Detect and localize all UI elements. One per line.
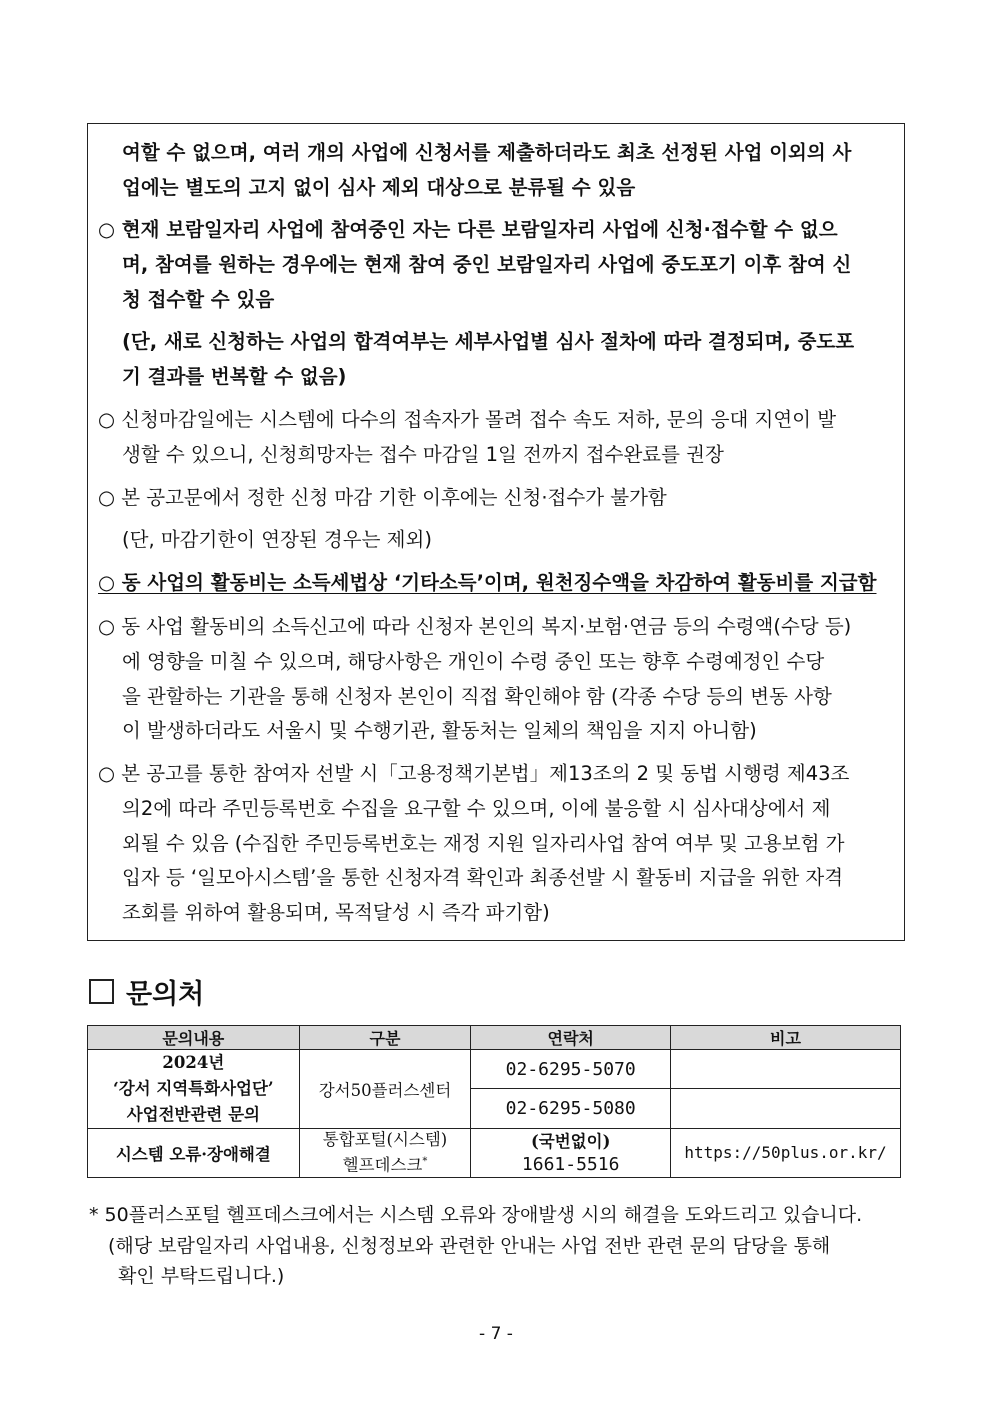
notice-line: 여할 수 없으며, 여러 개의 사업에 신청서를 제출하더라도 최초 선정된 사업 이외의 사 bbox=[122, 141, 852, 164]
notice-item-underlined: ○ 동 사업의 활동비는 소득세법상 ‘기타소득’이며, 원천징수액을 차감하여 활동비를 지급함 bbox=[98, 571, 877, 594]
contact-cell: (국번없이) 1661-5516 bbox=[471, 1129, 671, 1178]
inquiry-content-cell: 2024년 ‘강서 지역특화사업단’ 사업전반관련 문의 bbox=[88, 1050, 300, 1129]
table-row bbox=[88, 1129, 901, 1178]
notice-item-cont: 며, 참여를 원하는 경우에는 현재 참여 중인 보람일자리 사업에 중도포기 이후 참여 신 bbox=[122, 253, 852, 276]
table-header: 구분 bbox=[299, 1026, 471, 1050]
note-cell bbox=[671, 1050, 901, 1089]
notice-item-cont: 외될 수 있음 (수집한 주민등록번호는 재정 지원 일자리사업 참여 여부 및 고용보험 가 bbox=[122, 832, 845, 855]
table-row bbox=[88, 1050, 901, 1089]
notice-item-cont: 이 발생하더라도 서울시 및 수행기관, 활동처는 일체의 책임을 지지 아니함) bbox=[122, 719, 757, 742]
notice-item-cont: 기 결과를 번복할 수 없음) bbox=[122, 365, 347, 388]
notice-item-cont: 청 접수할 수 있음 bbox=[122, 288, 275, 311]
section-title: 문의처 bbox=[126, 979, 205, 1010]
notice-item-cont: 조회를 위하여 활용되며, 목적달성 시 즉각 파기함) bbox=[122, 901, 550, 924]
table-header: 비고 bbox=[671, 1026, 901, 1050]
note-cell bbox=[671, 1089, 901, 1129]
footnote-line: * 50플러스포털 헬프데스크에서는 시스템 오류와 장애발생 시의 해결을 도와드리고 있습니다. bbox=[89, 1204, 863, 1226]
notice-item: ○ 신청마감일에는 시스템에 다수의 접속자가 몰려 접수 속도 저하, 문의 응대 지연이 발 bbox=[98, 408, 837, 431]
checkbox-square-icon bbox=[89, 979, 114, 1004]
footnote-line: (해당 보람일자리 사업내용, 신청정보와 관련한 안내는 사업 전반 관련 문의 담당을 통해 bbox=[108, 1235, 831, 1257]
notice-item: ○ 동 사업 활동비의 소득신고에 따라 신청자 본인의 복지·보험·연금 등의 수령액(수당 등) bbox=[98, 615, 852, 638]
table-header: 문의내용 bbox=[88, 1026, 300, 1050]
notice-item-cont: 에 영향을 미칠 수 있으며, 해당사항은 개인이 수령 중인 또는 향후 수령예정인 수당 bbox=[122, 650, 825, 673]
notice-item-cont: 의2에 따라 주민등록번호 수집을 요구할 수 있으며, 이에 불응할 시 심사대상에서 제 bbox=[122, 797, 831, 820]
table-header-row bbox=[88, 1026, 901, 1050]
notice-item: ○ 본 공고문에서 정한 신청 마감 기한 이후에는 신청·접수가 불가함 bbox=[98, 486, 667, 509]
phone-cell: 02-6295-5070 bbox=[471, 1050, 671, 1089]
table-header: 연락처 bbox=[471, 1026, 671, 1050]
notice-item-cont: (단, 새로 신청하는 사업의 합격여부는 세부사업별 심사 절차에 따라 결정되며, 중도포 bbox=[122, 330, 855, 353]
section-heading bbox=[89, 972, 204, 1011]
website-cell: https://50plus.or.kr/ bbox=[671, 1129, 901, 1178]
notice-item-cont: (단, 마감기한이 연장된 경우는 제외) bbox=[122, 528, 432, 551]
notice-item-cont: 을 관할하는 기관을 통해 신청자 본인이 직접 확인해야 함 (각종 수당 등의 변동 사항 bbox=[122, 685, 832, 708]
inquiry-content-cell: 시스템 오류·장애해결 bbox=[88, 1129, 300, 1178]
notice-item-cont: 생할 수 있으니, 신청희망자는 접수 마감일 1일 전까지 접수완료를 권장 bbox=[122, 443, 724, 466]
notice-line: 업에는 별도의 고지 없이 심사 제외 대상으로 분류될 수 있음 bbox=[122, 176, 636, 199]
phone-cell: 02-6295-5080 bbox=[471, 1089, 671, 1129]
division-cell: 강서50플러스센터 bbox=[299, 1050, 471, 1129]
division-cell: 통합포털(시스템) 헬프데스크* bbox=[299, 1129, 471, 1178]
page-number: - 7 - bbox=[479, 1324, 513, 1344]
contact-table bbox=[87, 1025, 901, 1178]
footnote-line: 확인 부탁드립니다.) bbox=[118, 1265, 285, 1287]
notice-item: ○ 현재 보람일자리 사업에 참여중인 자는 다른 보람일자리 사업에 신청·접수할 수 없으 bbox=[98, 218, 838, 241]
notice-item: ○ 본 공고를 통한 참여자 선발 시「고용정책기본법」제13조의 2 및 동법 시행령 제43조 bbox=[98, 762, 850, 785]
notice-item-cont: 입자 등 ‘일모아시스템’을 통한 신청자격 확인과 최종선발 시 활동비 지급을 위한 자격 bbox=[122, 866, 844, 889]
